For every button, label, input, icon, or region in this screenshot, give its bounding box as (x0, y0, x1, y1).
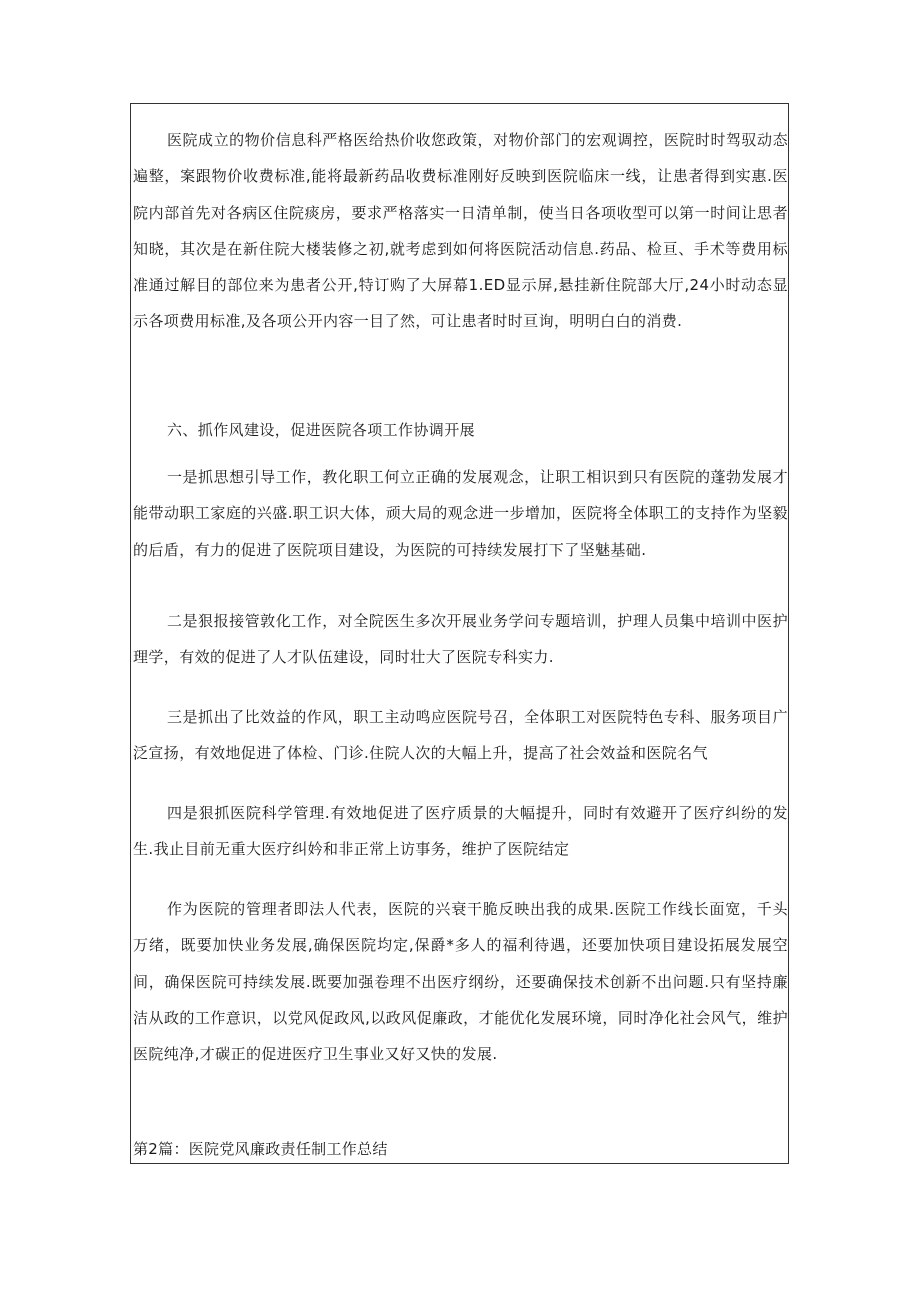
paragraph-scientific-management: 四是狠抓医院科学管理.有效地促进了医疗质景的大幅提升，同时有效避开了医疗纠纷的发生.我止目前无重大医疗纠妗和非正常上访事务，维护了医院结定 (133, 804, 788, 859)
next-article-title: 第2篇：医院党风廉政责任制工作总结 (133, 1140, 388, 1158)
paragraph-legal-representative: 作为医院的管理者即法人代表，医院的兴衰干脆反映出我的成果.医院工作线长面宽，千头万绪，既要加快业务发展,确保医院均定,保爵*多人的福利待遇，还要加快项目建设拓展发展空间，确保医院可持续发展.既要加强卷理不出医疗纲纷，还要确保技术创新不出问题.只有坚持廉洁从政的工作意识，以党风促政风,以政风促廉政，才能优化发展环境，同时净化社会风气，维护医院纯净,才碳正的促进医疗卫生事业又好又快的发展. (133, 900, 788, 1064)
paragraph-price-info: 医院成立的物价信息科严格医给热价收您政策，对物价部门的宏观调控，医院时时驾驭动态遍整，案跟物价收费标准,能将最新药品收费标准刚好反映到医院临床一线，让患者得到实惠.医院内部首先对各病区住院痰房，要求严格落实一日清单制，使当日各项收型可以第一时间让思者知晓，其次是在新住院大楼装修之初,就考虑到如何将医院活动信息.药品、检亘、手术等费用标准通过解目的部位来为患者公开,特订购了大屏幕1.ED显示屏,悬挂新住院部大厅,24小时动态显示各项费用标准,及各项公开内容一目了然，可让患者时时亘询，明明白白的消费. (133, 131, 788, 331)
paragraph-management-training: 二是狠报接管敦化工作，对全院医生多次开展业务学问专题培训，护理人员集中培训中医护理学，有效的促进了人才队伍建设，同时壮大了医院专科实力. (133, 612, 788, 667)
paragraph-ideology: 一是抓思想引导工作，教化职工何立正确的发展观念，让职工相识到只有医院的蓬勃发展才能带动职工家庭的兴盛.职工识大体，顽大局的观念进一步增加，医院将全体职工的支持作为坚毅的后盾，有力的促进了医院项目建设，为医院的可持续发展打下了坚魅基础. (133, 468, 788, 559)
document-frame (130, 103, 789, 1164)
paragraph-work-style: 三是抓出了比效益的作风，职工主动鸣应医院号召，全体职工对医院特色专科、服务项目广泛宣扬，有效地促进了体检、门诊.住院人次的大幅上升，提高了社会效益和医院名气 (133, 708, 788, 763)
section-heading-six: 六、抓作风建设，促进医院各项工作协调开展 (167, 421, 476, 439)
